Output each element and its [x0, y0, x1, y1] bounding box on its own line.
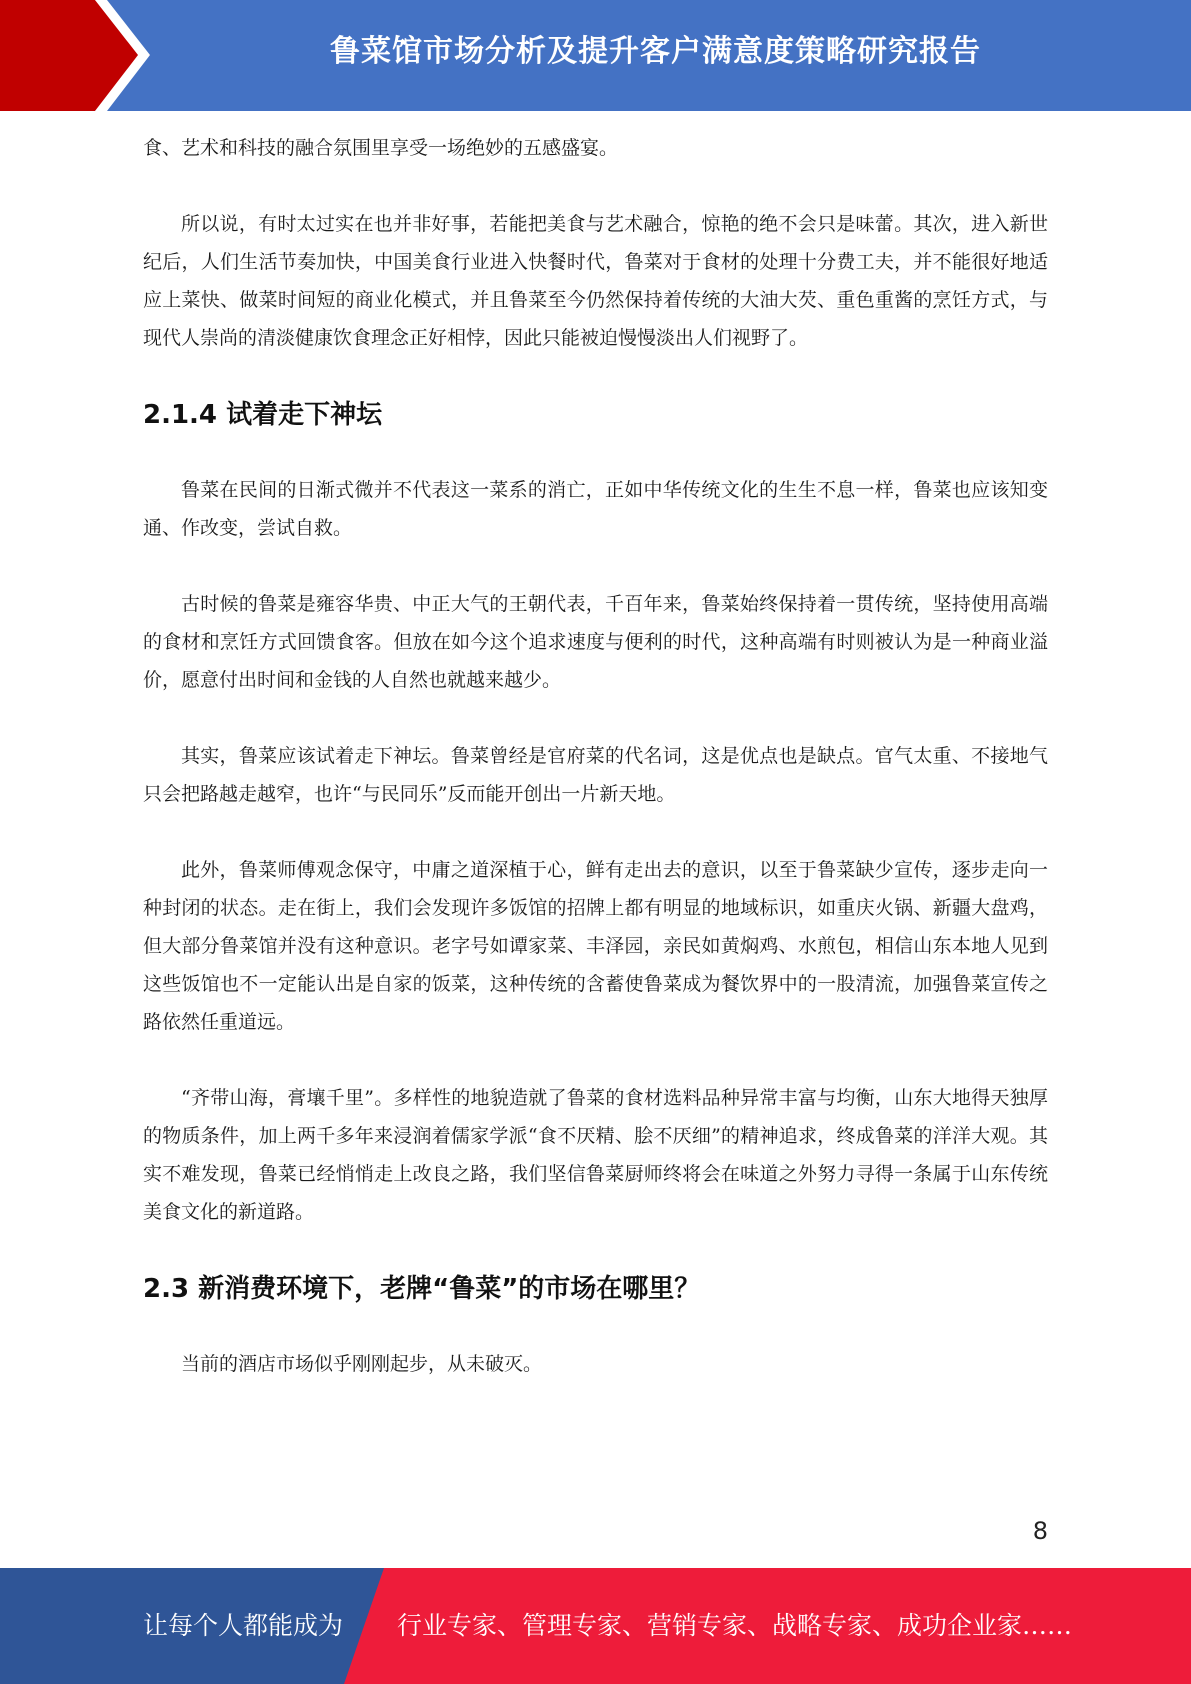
- paragraph: 鲁菜在民间的日渐式微并不代表这一菜系的消亡，正如中华传统文化的生生不息一样，鲁菜也应该知变通、作改变，尝试自救。: [143, 479, 1048, 539]
- section-heading: 2.1.4 试着走下神坛: [143, 400, 383, 430]
- page-header: [0, 0, 1191, 111]
- footer-slogan-left: 让每个人都能成为: [143, 1611, 344, 1640]
- paragraph: 其实，鲁菜应该试着走下神坛。鲁菜曾经是官府菜的代名词，这是优点也是缺点。官气太重、不接地气只会把路越走越窄，也许“与民同乐”反而能开创出一片新天地。: [143, 745, 1048, 805]
- paragraph: “齐带山海，膏壤千里”。多样性的地貌造就了鲁菜的食材选料品种异常丰富与均衡，山东大地得天独厚的物质条件，加上两千多年来浸润着儒家学派“食不厌精、脍不厌细”的精神追求，终成鲁菜的洋洋大观。其实不难发现，鲁菜已经悄悄走上改良之路，我们坚信鲁菜厨师终将会在味道之外努力寻得一条属于山东传统美食文化的新道路。: [143, 1087, 1048, 1223]
- section-heading: 2.3 新消费环境下，老牌“鲁菜”的市场在哪里？: [143, 1274, 701, 1304]
- page-footer: [0, 1568, 1191, 1684]
- paragraph: 此外，鲁菜师傅观念保守，中庸之道深植于心，鲜有走出去的意识，以至于鲁菜缺少宣传，逐步走向一种封闭的状态。走在街上，我们会发现许多饭馆的招牌上都有明显的地域标识，如重庆火锅、新疆大盘鸡，但大部分鲁菜馆并没有这种意识。老字号如谭家菜、丰泽园，亲民如黄焖鸡、水煎包，相信山东本地人见到这些饭馆也不一定能认出是自家的饭菜，这种传统的含蓄使鲁菜成为餐饮界中的一股清流，加强鲁菜宣传之路依然任重道远。: [143, 859, 1048, 1033]
- paragraph: 古时候的鲁菜是雍容华贵、中正大气的王朝代表，千百年来，鲁菜始终保持着一贯传统，坚持使用高端的食材和烹饪方式回馈食客。但放在如今这个追求速度与便利的时代，这种高端有时则被认为是一种商业溢价，愿意付出时间和金钱的人自然也就越来越少。: [143, 593, 1048, 691]
- report-title: 鲁菜馆市场分析及提升客户满意度策略研究报告: [330, 34, 981, 69]
- paragraph: 所以说，有时太过实在也并非好事，若能把美食与艺术融合，惊艳的绝不会只是味蕾。其次，进入新世纪后，人们生活节奏加快，中国美食行业进入快餐时代，鲁菜对于食材的处理十分费工夫，并不能很好地适应上菜快、做菜时间短的商业化模式，并且鲁菜至今仍然保持着传统的大油大芡、重色重酱的烹饪方式，与现代人崇尚的清淡健康饮食理念正好相悖，因此只能被迫慢慢淡出人们视野了。: [143, 213, 1048, 349]
- document-body: [143, 129, 1048, 1383]
- paragraph: 当前的酒店市场似乎刚刚起步，从未破灭。: [181, 1353, 543, 1375]
- footer-slogan-right: 行业专家、管理专家、营销专家、战略专家、成功企业家……: [397, 1611, 1073, 1640]
- page-number: 8: [1032, 1517, 1048, 1545]
- paragraph: 食、艺术和科技的融合氛围里享受一场绝妙的五感盛宴。: [143, 137, 619, 159]
